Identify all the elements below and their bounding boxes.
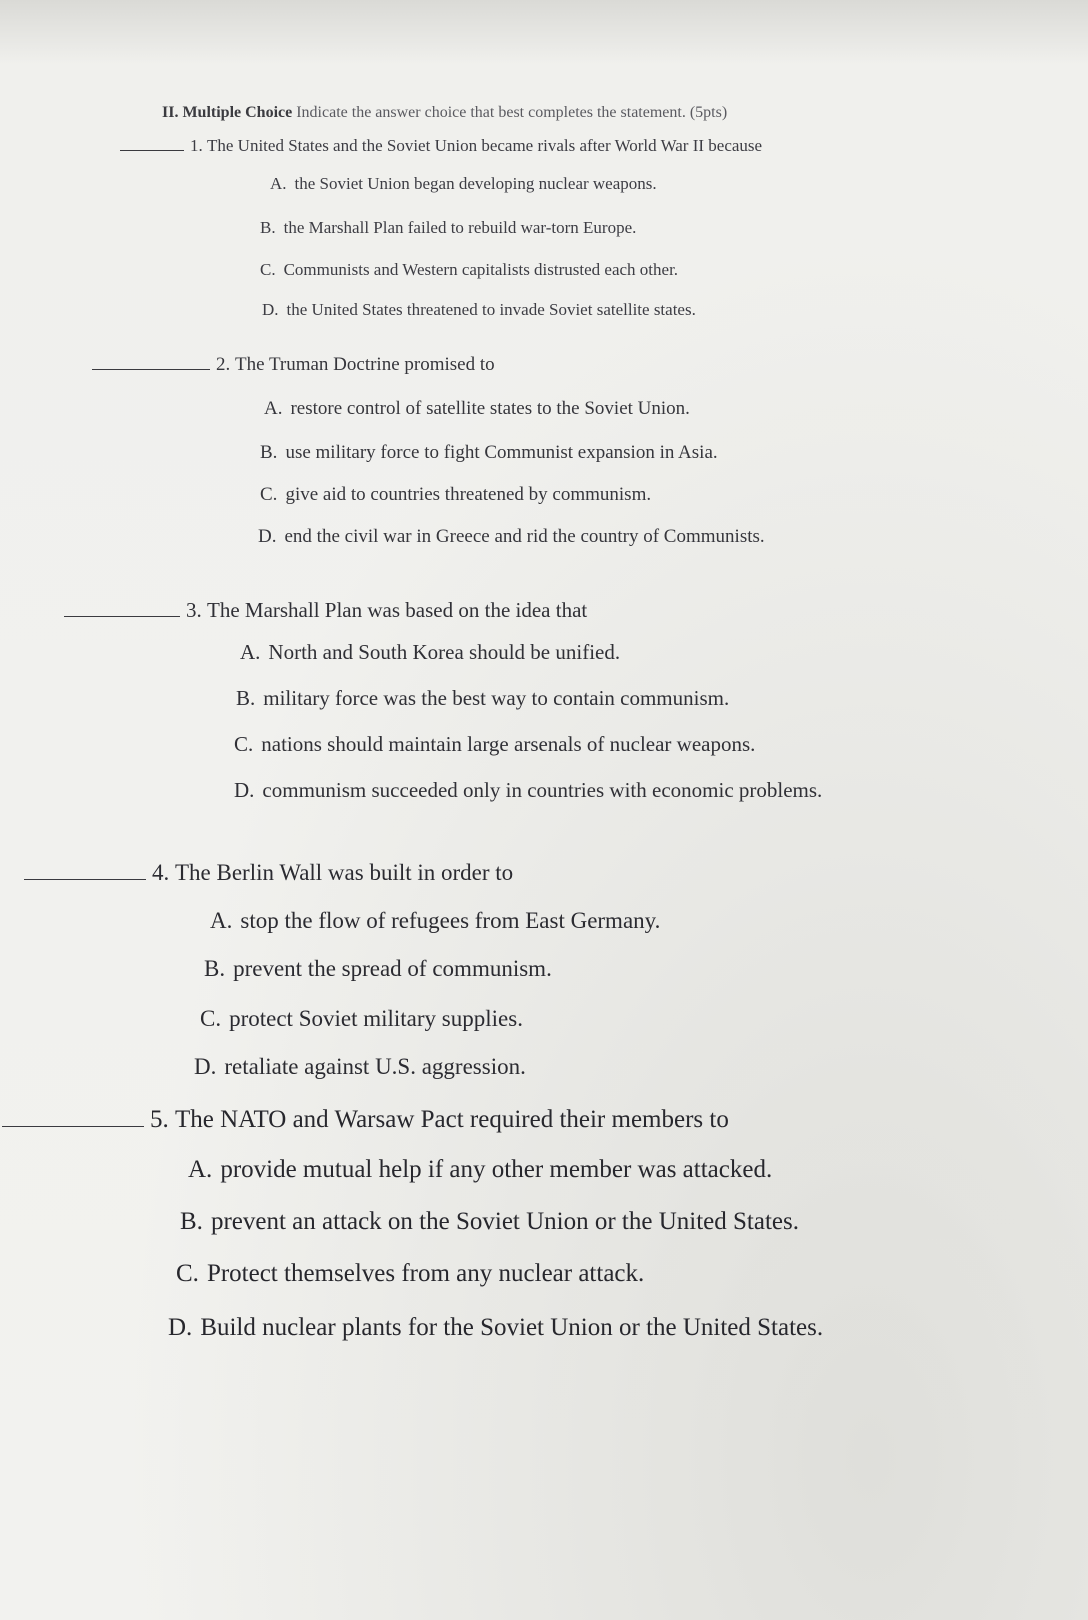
option-c: [234, 732, 755, 757]
question-2: [92, 354, 765, 547]
option-d: [258, 526, 765, 548]
option-c: [200, 1006, 523, 1032]
option-text: nations should maintain large arsenals of nuclear weapons.: [261, 732, 756, 756]
option-b: [180, 1208, 799, 1236]
option-letter: A.: [240, 640, 261, 664]
option-text: give aid to countries threatened by communism.: [285, 484, 652, 505]
option-c: [176, 1260, 644, 1288]
option-text: Build nuclear plants for the Soviet Union or the United States.: [200, 1314, 824, 1341]
option-b: [204, 956, 552, 982]
option-text: use military force to fight Communist expansion in Asia.: [285, 442, 718, 463]
question-1: [120, 136, 763, 319]
option-letter: B.: [180, 1208, 203, 1235]
question-text: The Truman Doctrine promised to: [235, 354, 495, 375]
question-number: 5.: [150, 1106, 169, 1133]
option-letter: B.: [260, 442, 278, 463]
option-text: stop the flow of refugees from East Germany.: [240, 908, 661, 933]
option-d: [234, 778, 822, 803]
section-label: II. Multiple Choice: [162, 104, 293, 121]
question-number: 1.: [190, 136, 203, 155]
question-stem: [64, 598, 587, 623]
question-3: [64, 598, 823, 802]
question-5: [2, 1106, 824, 1341]
option-d: [168, 1314, 823, 1342]
answer-blank[interactable]: [2, 1125, 144, 1127]
option-a: [270, 174, 657, 194]
option-letter: D.: [234, 778, 255, 802]
option-c: [260, 484, 651, 506]
option-text: provide mutual help if any other member was attacked.: [220, 1156, 773, 1183]
option-letter: A.: [270, 174, 287, 193]
option-letter: C.: [260, 260, 276, 279]
option-text: military force was the best way to contain communism.: [263, 686, 730, 710]
question-text: The United States and the Soviet Union became rivals after World War II because: [207, 136, 763, 155]
section-instruction: Indicate the answer choice that best completes the statement. (5pts): [296, 104, 728, 121]
option-text: Communists and Western capitalists distrusted each other.: [283, 260, 679, 279]
option-letter: C.: [176, 1260, 199, 1287]
question-number: 4.: [152, 860, 170, 885]
question-stem: [2, 1106, 729, 1134]
question-text: The NATO and Warsaw Pact required their members to: [175, 1106, 729, 1133]
answer-blank[interactable]: [120, 149, 184, 151]
option-a: [240, 640, 620, 665]
option-a: [188, 1156, 772, 1184]
option-b: [236, 686, 729, 711]
question-stem: [120, 136, 762, 156]
option-letter: C.: [260, 484, 278, 505]
option-letter: D.: [258, 526, 277, 547]
option-text: the Marshall Plan failed to rebuild war-torn Europe.: [283, 218, 637, 237]
option-c: [260, 260, 678, 280]
section-header: [162, 104, 1062, 122]
option-letter: A.: [264, 398, 283, 419]
option-text: prevent an attack on the Soviet Union or the United States.: [210, 1208, 799, 1235]
question-number: 2.: [216, 354, 231, 375]
option-text: retaliate against U.S. aggression.: [224, 1054, 526, 1079]
answer-blank[interactable]: [24, 878, 146, 880]
question-text: The Marshall Plan was based on the idea that: [207, 598, 588, 622]
option-text: end the civil war in Greece and rid the country of Communists.: [284, 526, 765, 547]
question-number: 3.: [186, 598, 202, 622]
question-stem: [92, 354, 495, 376]
option-letter: B.: [260, 218, 276, 237]
option-letter: C.: [200, 1006, 222, 1031]
option-b: [260, 218, 636, 238]
option-text: communism succeeded only in countries with economic problems.: [262, 778, 823, 802]
option-a: [264, 398, 690, 420]
option-d: [262, 300, 696, 320]
option-a: [210, 908, 660, 934]
option-text: restore control of satellite states to the Soviet Union.: [290, 398, 690, 419]
option-letter: C.: [234, 732, 254, 756]
option-letter: B.: [236, 686, 256, 710]
option-letter: A.: [210, 908, 233, 933]
question-text: The Berlin Wall was built in order to: [175, 860, 514, 885]
answer-blank[interactable]: [92, 368, 210, 370]
option-text: prevent the spread of communism.: [233, 956, 552, 981]
question-4: [24, 860, 661, 1079]
answer-blank[interactable]: [64, 615, 180, 617]
option-letter: A.: [188, 1156, 213, 1183]
option-letter: D.: [168, 1314, 193, 1341]
option-letter: D.: [194, 1054, 217, 1079]
option-letter: B.: [204, 956, 226, 981]
option-text: North and South Korea should be unified.: [268, 640, 621, 664]
option-b: [260, 442, 718, 464]
option-d: [194, 1054, 526, 1080]
option-text: the United States threatened to invade Soviet satellite states.: [286, 300, 696, 319]
question-stem: [24, 860, 513, 886]
option-letter: D.: [262, 300, 279, 319]
option-text: protect Soviet military supplies.: [229, 1006, 523, 1031]
option-text: the Soviet Union began developing nuclear weapons.: [294, 174, 657, 193]
option-text: Protect themselves from any nuclear attack.: [206, 1260, 645, 1287]
